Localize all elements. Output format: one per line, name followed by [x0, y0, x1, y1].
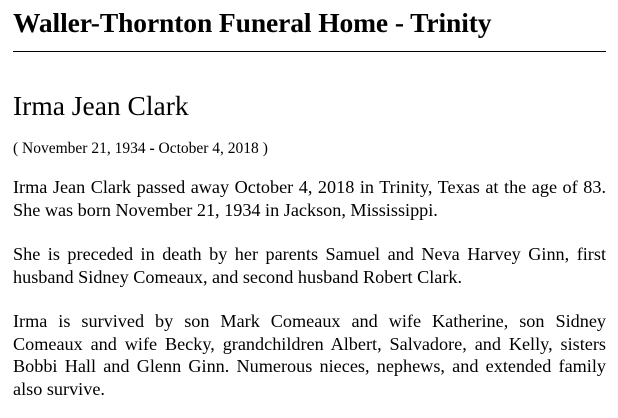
dates-close-paren: ) — [262, 140, 268, 157]
obituary-body — [13, 176, 606, 400]
dates-open-paren: ( — [13, 140, 19, 157]
header-divider — [13, 51, 606, 52]
obituary-name: Irma Jean Clark — [13, 90, 189, 121]
death-date: October 4, 2018 — [158, 140, 259, 157]
obituary-paragraph: She is preceded in death by her parents Samuel and Neva Harvey Ginn, first husband Sidney Comeaux, and second husband Robert Clark. — [13, 244, 606, 287]
birth-date: November 21, 1934 — [22, 140, 146, 157]
obituary-paragraph: Irma is survived by son Mark Comeaux and wife Katherine, son Sidney Comeaux and wife Becky, grandchildren Albert, Salvadore, and Kelly, sisters Bobbi Hall and Glenn Ginn. Numerous nieces, nephews, and extended family also survive. — [13, 311, 606, 399]
dates-separator: - — [149, 140, 155, 157]
obituary-paragraph: Irma Jean Clark passed away October 4, 2018 in Trinity, Texas at the age of 83. She was born November 21, 1934 in Jackson, Mississippi. — [13, 177, 606, 220]
obituary-dates — [13, 139, 606, 159]
site-title: Waller-Thornton Funeral Home - Trinity — [13, 7, 492, 38]
